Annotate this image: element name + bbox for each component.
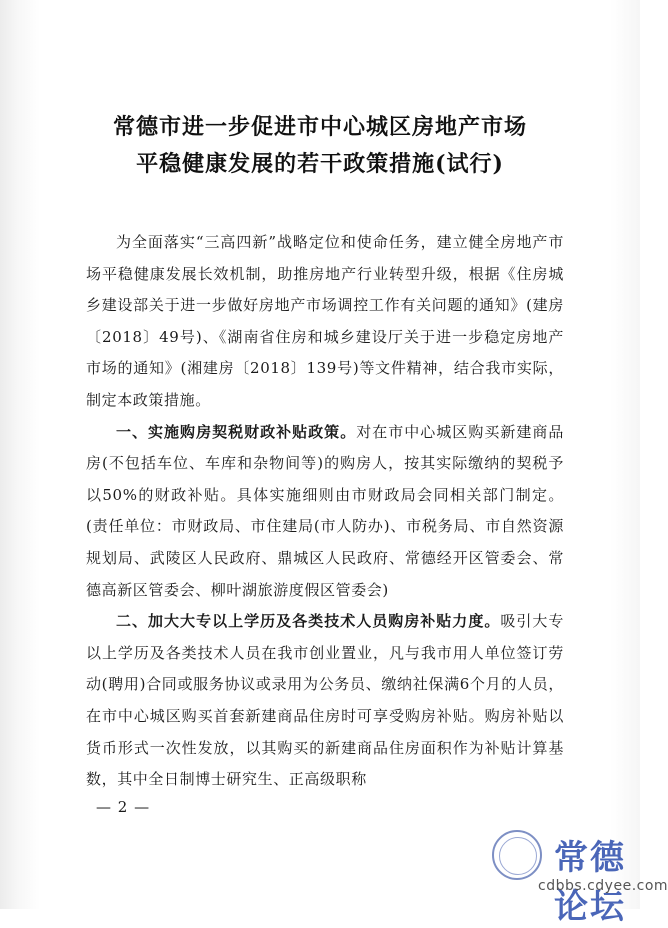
section-2-text: 吸引大专以上学历及各类技术人员在我市创业置业，凡与我市用人单位签订劳动(聘用)合同或服务协议或录用为公务员、缴纳社保满6个月的人员，在市中心城区购买首套新建商品住房时可享受购房补贴。购房补贴以货币形式一次性发放，以其购买的新建商品住房面积作为补贴计算基数，其中全日制博士研究生、正高级职称 xyxy=(86,612,565,789)
document-title-line-1: 常德市进一步促进市中心城区房地产市场 xyxy=(112,114,527,140)
section-1-text: 对在市中心城区购买新建商品房(不包括车位、车库和杂物间等)的购房人，按其实际缴纳的契税予以50%的财政补贴。具体实施细则由市财政局会同相关部门制定。(责任单位：市财政局、市住建局(市人防办)、市税务局、市自然资源规划局、武陵区人民政府、鼎城区人民政府、常德经开区管委会、常德高新区管委会、柳叶湖旅游度假区管委会) xyxy=(86,422,564,599)
forum-seal-logo xyxy=(492,830,542,880)
document-body xyxy=(86,227,564,796)
intro-paragraph: 为全面落实“三高四新”战略定位和使命任务，建立健全房地产市场平稳健康发展长效机制，助推房地产行业转型升级，根据《住房城乡建设部关于进一步做好房地产市场调控工作有关问题的通知》(建房〔2018〕49号)、《湖南省住房和城乡建设厅关于进一步稳定房地产市场的通知》(湘建房〔2018〕139号)等文件精神，结合我市实际，制定本政策措施。 xyxy=(86,233,564,409)
forum-url: cdbbs.cdyee.com xyxy=(538,878,668,894)
document-title-line-2: 平稳健康发展的若干政策措施(试行) xyxy=(136,151,504,177)
page-number: — 2 — xyxy=(96,798,151,816)
forum-name: 常德论坛 xyxy=(554,838,626,927)
forum-watermark xyxy=(492,826,668,927)
section-1-paragraph xyxy=(86,417,564,607)
section-1-heading: 一、实施购房契税财政补贴政策。 xyxy=(116,422,357,441)
section-2-paragraph xyxy=(86,606,564,796)
section-2-heading: 二、加大大专以上学历及各类技术人员购房补贴力度。 xyxy=(116,612,501,631)
